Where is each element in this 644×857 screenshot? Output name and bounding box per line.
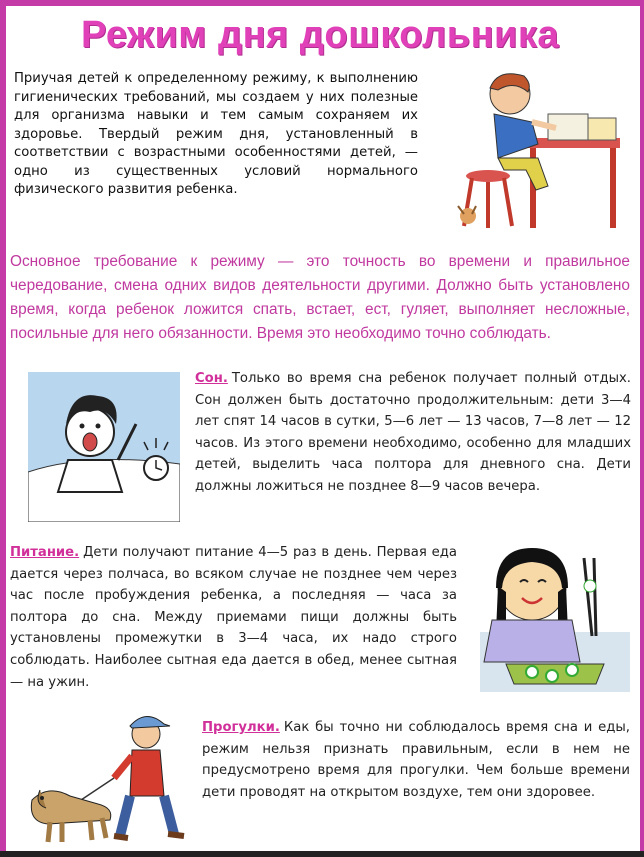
frame-right-border <box>640 0 644 857</box>
intro-paragraph: Приучая детей к определенному режиму, к выполнению гигиенических требований, мы создаем у них полезные для организма навыки и тем самым сохраняем их здоровье. Твердый режим дня, установленный в соответствии с возрастными особенностями детей, — одно из существенных условий нормального физического развития ребенка. <box>14 71 418 197</box>
eating-girl-illustration <box>462 536 630 692</box>
sleep-heading: Сон. <box>195 371 228 386</box>
page-title: Режим дня дошкольника <box>80 14 560 56</box>
sleep-text: Только во время сна ребенок получает полный отдых. Сон должен быть достаточно продолжительным: дети 3—4 лет спят 14 часов в сутки, 5—6 лет — 13 часов, 7—8 лет — 12 часов. Из этого времени необходимо, особенно для младших детей, выделить часа полтора для дневного сна. Дети должны ложиться не позднее 8—9 часов вечера. <box>195 371 631 494</box>
walk-section <box>202 717 630 803</box>
food-section <box>10 542 457 693</box>
walking-boy-with-dog-illustration <box>18 704 198 848</box>
main-requirement-paragraph: Основное требование к режиму — это точность во времени и правильное чередование, смена одних видов деятельности другими. Должно быть установлено время, когда ребенок ложится спать, встает, ест, гуляет, выполняет несложные, посильные для него обязанности. Время это необходимо точно соблюдать. <box>10 253 630 342</box>
frame-left-border <box>0 0 6 857</box>
sleep-section <box>195 368 631 498</box>
frame-top-border <box>0 0 644 6</box>
frame-bottom-border <box>0 851 644 857</box>
walk-heading: Прогулки. <box>202 720 280 735</box>
walk-text: Как бы точно ни соблюдалось время сна и еды, режим нельзя признать правильным, если в нем не предусмотрено время для прогулки. Чем больше времени дети проводят на открытом воздухе, тем они здоровее. <box>202 720 630 800</box>
food-heading: Питание. <box>10 545 80 560</box>
waking-boy-illustration <box>28 372 180 522</box>
studying-boy-illustration <box>428 66 624 232</box>
food-text: Дети получают питание 4—5 раз в день. Первая еда дается через полчаса, во всяком случае не позднее чем через час после пробуждения ребенка, а последняя — часа за полтора до сна. Между приемами пищи должны быть установлены промежутки в 3—4 часа, их надо строго соблюдать. Наиболее сытная еда дается в обед, менее сытная — на ужин. <box>10 545 457 690</box>
